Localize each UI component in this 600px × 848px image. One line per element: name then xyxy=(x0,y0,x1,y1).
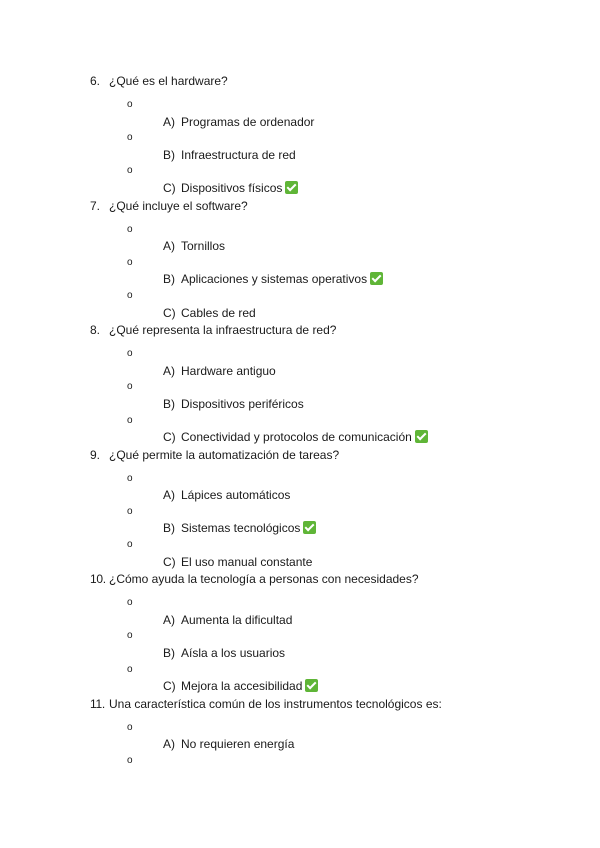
check-mark-icon xyxy=(303,521,316,534)
question-text: ¿Cómo ayuda la tecnología a personas con necesidades? xyxy=(109,572,419,587)
option-letter: B) xyxy=(163,272,175,287)
option-text: Aísla a los usuarios xyxy=(181,646,286,661)
option-letter: C) xyxy=(163,554,176,569)
option-text: Tornillos xyxy=(181,239,226,254)
option-bullet: o xyxy=(127,472,133,484)
option-text: No requieren energía xyxy=(181,737,295,752)
question-header xyxy=(90,446,570,464)
question-header xyxy=(90,72,570,90)
question-item xyxy=(90,197,570,322)
option-letter: C) xyxy=(163,679,176,694)
question-text: ¿Qué incluye el software? xyxy=(109,198,248,213)
option-bullet: o xyxy=(127,539,133,551)
question-header xyxy=(90,570,570,588)
option-bullet: o xyxy=(127,721,133,733)
option-bullet: o xyxy=(127,223,133,235)
option-text: Programas de ordenador xyxy=(181,114,315,129)
option-letter: A) xyxy=(163,488,175,503)
option-text: Mejora la accesibilidad xyxy=(181,679,303,694)
answer-option xyxy=(90,678,570,695)
option-letter: B) xyxy=(163,147,175,162)
question-text: ¿Qué es el hardware? xyxy=(109,74,228,88)
option-bullet: o xyxy=(127,132,133,144)
question-item xyxy=(90,446,570,571)
option-letter: C) xyxy=(163,180,176,195)
option-text: El uso manual constante xyxy=(181,554,313,569)
option-bullet: o xyxy=(127,348,133,360)
answer-option xyxy=(90,180,570,197)
option-bullet: o xyxy=(127,755,133,766)
option-text: Sistemas tecnológicos xyxy=(181,521,301,536)
question-header xyxy=(90,695,570,713)
question-number: 11. xyxy=(90,696,105,711)
question-number: 8. xyxy=(90,323,101,338)
option-bullet: o xyxy=(127,165,133,177)
answer-option xyxy=(90,645,570,662)
option-text: Hardware antiguo xyxy=(181,363,276,378)
answer-option xyxy=(90,612,570,629)
option-letter: A) xyxy=(163,114,175,129)
answer-option xyxy=(90,363,570,380)
quiz-list xyxy=(0,72,600,770)
question-header xyxy=(90,321,570,339)
option-letter: B) xyxy=(163,646,175,661)
answer-option xyxy=(90,429,570,446)
question-number: 7. xyxy=(90,198,101,213)
question-item xyxy=(90,695,570,770)
answer-option xyxy=(90,147,570,164)
option-letter: B) xyxy=(163,396,175,411)
option-bullet: o xyxy=(127,505,133,517)
question-number: 9. xyxy=(90,447,101,462)
option-letter: C) xyxy=(163,305,176,320)
question-number: 10. xyxy=(90,572,106,587)
option-letter: A) xyxy=(163,737,175,752)
option-bullet: o xyxy=(127,99,133,110)
option-bullet: o xyxy=(127,597,133,609)
option-letter: A) xyxy=(163,612,175,627)
answer-option xyxy=(90,487,570,504)
question-header xyxy=(90,197,570,215)
answer-option xyxy=(90,520,570,537)
answer-option xyxy=(90,396,570,413)
option-letter: C) xyxy=(163,430,176,445)
answer-option xyxy=(90,114,570,131)
option-letter: B) xyxy=(163,521,175,536)
answer-option xyxy=(90,736,570,753)
option-text: Dispositivos periféricos xyxy=(181,396,304,411)
option-bullet: o xyxy=(127,256,133,268)
question-number: 6. xyxy=(90,74,101,88)
answer-option xyxy=(90,305,570,322)
option-bullet: o xyxy=(127,289,133,301)
answer-option xyxy=(90,271,570,288)
option-bullet: o xyxy=(127,381,133,393)
question-text: ¿Qué representa la infraestructura de red? xyxy=(109,323,337,338)
answer-option xyxy=(90,238,570,255)
question-text: ¿Qué permite la automatización de tareas? xyxy=(109,447,340,462)
option-text: Aplicaciones y sistemas operativos xyxy=(181,272,368,287)
option-bullet: o xyxy=(127,663,133,675)
check-mark-icon xyxy=(305,679,318,692)
option-letter: A) xyxy=(163,363,175,378)
option-text: Dispositivos físicos xyxy=(181,180,283,195)
option-bullet: o xyxy=(127,414,133,426)
option-text: Lápices automáticos xyxy=(181,488,291,503)
option-text: Conectividad y protocolos de comunicación xyxy=(181,430,412,445)
question-text: Una característica común de los instrumentos tecnológicos es: xyxy=(109,696,442,711)
question-item xyxy=(90,570,570,695)
option-text: Infraestructura de red xyxy=(181,147,296,162)
question-item xyxy=(90,321,570,446)
check-mark-icon xyxy=(370,272,383,285)
option-text: Cables de red xyxy=(181,305,256,320)
check-mark-icon xyxy=(285,181,298,194)
option-letter: A) xyxy=(163,239,175,254)
question-item xyxy=(90,72,570,197)
option-bullet: o xyxy=(127,630,133,642)
answer-option xyxy=(90,554,570,571)
option-text: Aumenta la dificultad xyxy=(181,612,293,627)
check-mark-icon xyxy=(415,430,428,443)
